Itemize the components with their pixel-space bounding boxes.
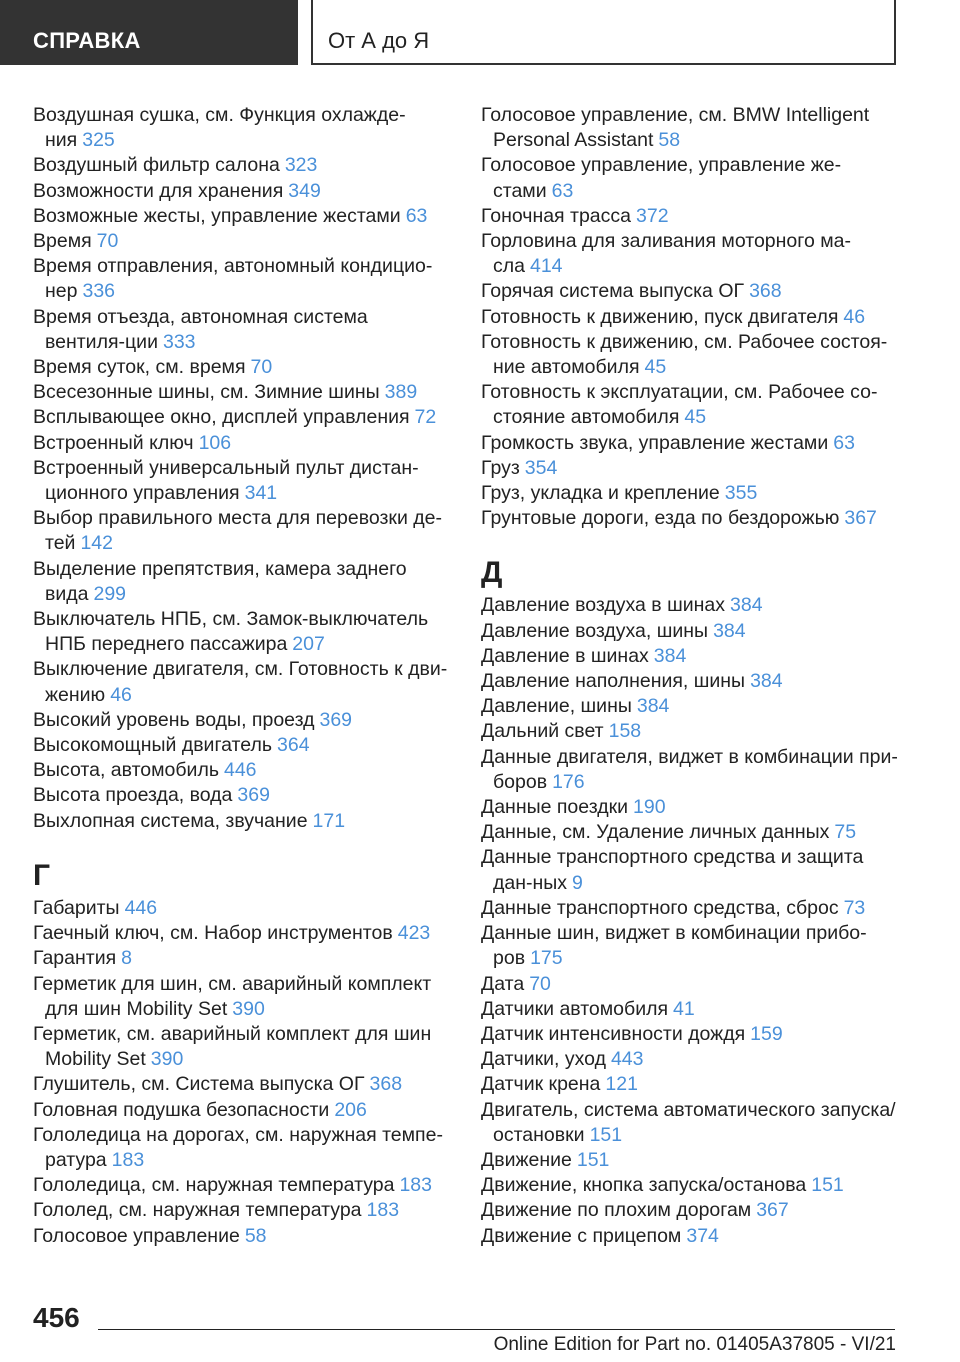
- page-link[interactable]: 58: [244, 1224, 267, 1247]
- index-entry-term: Горловина для заливания моторного ма-сла: [481, 230, 851, 278]
- index-entry-term: Герметик, см. аварийный комплект для шин Mobility Set: [33, 1022, 432, 1071]
- index-entry: [481, 669, 901, 694]
- page-link[interactable]: 299: [93, 582, 127, 605]
- page-link[interactable]: 414: [529, 255, 563, 278]
- index-entry: [481, 431, 901, 456]
- index-entry-term: Воздушный фильтр салона: [33, 154, 280, 177]
- index-entry-term: Выключатель НПБ, см. Замок-выключатель НПБ переднего пассажира: [33, 608, 429, 656]
- index-entry: [481, 1173, 901, 1198]
- index-entry: [481, 820, 901, 845]
- index-entry: [481, 593, 901, 618]
- page-link[interactable]: 142: [80, 532, 113, 555]
- index-entry-term: Голосовое управление: [33, 1224, 240, 1247]
- page-link[interactable]: 63: [833, 431, 855, 454]
- index-entry-term: Датчик крена: [481, 1073, 601, 1096]
- index-entry-term: Гарантия: [33, 947, 117, 970]
- index-entry-term: Готовность к движению, см. Рабочее состоя-ние автомобиля: [481, 330, 888, 379]
- index-entry-term: Данные, см. Удаление личных данных: [481, 821, 830, 844]
- index-entry: [33, 506, 453, 556]
- page-link[interactable]: 446: [124, 896, 158, 919]
- index-entry-term: Герметик для шин, см. аварийный комплект для шин Mobility Set: [33, 972, 432, 1020]
- index-entry: [481, 506, 901, 531]
- index-entry: [33, 1098, 453, 1123]
- index-entry: [33, 708, 453, 733]
- index-entry-term: Время суток, см. время: [33, 356, 246, 379]
- page-link[interactable]: 72: [414, 406, 437, 429]
- index-entry-term: Всесезонные шины, см. Зимние шины: [33, 381, 380, 404]
- index-entry: [33, 946, 453, 971]
- page-link[interactable]: 175: [530, 947, 563, 970]
- page-link[interactable]: 354: [524, 456, 558, 479]
- edition-info: Online Edition for Part no. 01405A37805 - VI/21: [493, 1334, 896, 1355]
- index-entry: [481, 204, 901, 229]
- page-link[interactable]: 443: [610, 1048, 644, 1071]
- page-link[interactable]: 333: [162, 330, 196, 353]
- index-entry-term: Движение, кнопка запуска/останова: [481, 1174, 807, 1197]
- index-entry: [481, 456, 901, 481]
- page-link[interactable]: 45: [684, 406, 707, 429]
- page-link[interactable]: 8: [121, 947, 133, 970]
- index-entry: [33, 921, 453, 946]
- page-link[interactable]: 70: [96, 230, 119, 253]
- index-entry-term: Голосовое управление, управление же-стами: [481, 154, 842, 202]
- page-link[interactable]: 63: [551, 179, 574, 202]
- page-link[interactable]: 384: [636, 695, 670, 718]
- page-link[interactable]: 151: [576, 1148, 610, 1171]
- index-entry: [481, 644, 901, 669]
- index-entry: [33, 1224, 453, 1249]
- page-link[interactable]: 423: [397, 922, 431, 945]
- index-entry-term: Головная подушка безопасности: [33, 1098, 330, 1121]
- subsection-tab: [311, 0, 896, 65]
- index-letter-heading: Г: [33, 858, 51, 892]
- page-link[interactable]: 368: [749, 280, 782, 303]
- index-entry: [481, 229, 901, 279]
- index-entry-term: Время: [33, 230, 92, 253]
- subsection-title: От А до Я: [328, 28, 430, 53]
- index-entry-term: Давление наполнения, шины: [481, 670, 746, 693]
- index-entry-term: Время отправления, автономный кондицио-нер: [33, 255, 433, 303]
- page-link[interactable]: 390: [232, 997, 265, 1020]
- index-entry-term: Давление воздуха в шинах: [481, 594, 725, 617]
- page-link[interactable]: 158: [608, 720, 642, 743]
- section-title: СПРАВКА: [33, 28, 141, 53]
- index-entry-term: Гололедица на дорогах, см. наружная темпе-ратура: [33, 1123, 443, 1171]
- page-link[interactable]: 367: [844, 507, 877, 530]
- index-entry: [481, 1072, 901, 1097]
- index-entry-term: Всплывающее окно, дисплей управления: [33, 406, 410, 429]
- page-link[interactable]: 374: [686, 1224, 719, 1247]
- index-entry: [33, 809, 453, 834]
- index-entry-term: Давление в шинах: [481, 644, 649, 667]
- page-link[interactable]: 369: [237, 784, 270, 807]
- page-link[interactable]: 364: [277, 734, 310, 757]
- index-entry: [33, 783, 453, 808]
- page-link[interactable]: 190: [633, 796, 666, 819]
- index-entry-term: Гаечный ключ, см. Набор инструментов: [33, 922, 393, 945]
- index-entry-term: Гололедица, см. наружная температура: [33, 1174, 395, 1197]
- index-entry: [33, 1022, 453, 1072]
- index-entry-term: Воздушная сушка, см. Функция охлажде-ния: [33, 104, 406, 152]
- index-entry: [481, 380, 901, 430]
- index-entry-term: Давление, шины: [481, 695, 632, 718]
- index-entry-term: Движение: [481, 1148, 572, 1171]
- page-link[interactable]: 389: [384, 381, 418, 404]
- page-link[interactable]: 183: [399, 1174, 432, 1197]
- index-entry-term: Груз: [481, 456, 520, 479]
- section-tab: [0, 0, 298, 65]
- index-entry: [481, 896, 901, 921]
- page-link[interactable]: 349: [288, 179, 321, 202]
- index-entry: [33, 896, 453, 921]
- index-entry: [33, 355, 453, 380]
- page-link[interactable]: 176: [552, 770, 585, 793]
- index-entry: [33, 305, 453, 355]
- index-entry: [33, 179, 453, 204]
- page-link[interactable]: 75: [834, 821, 857, 844]
- index-entry: [481, 330, 901, 380]
- index-entry-term: Датчик интенсивности дождя: [481, 1022, 746, 1045]
- page-link[interactable]: 70: [529, 972, 551, 995]
- index-entry-term: Высота проезда, вода: [33, 784, 233, 807]
- page-link[interactable]: 151: [589, 1123, 623, 1146]
- index-entry-term: Выбор правильного места для перевозки де-тей: [33, 507, 442, 555]
- index-entry: [33, 456, 453, 506]
- page-link[interactable]: 207: [292, 633, 325, 656]
- index-entry: [481, 997, 901, 1022]
- page-link[interactable]: 206: [334, 1098, 367, 1121]
- index-entry: [33, 431, 453, 456]
- index-entry: [481, 745, 901, 795]
- index-entry: [33, 380, 453, 405]
- index-entry-term: Время отъезда, автономная система вентиля-ции: [33, 305, 368, 353]
- index-entry: [33, 204, 453, 229]
- index-entry: [481, 921, 901, 971]
- index-entry: [33, 972, 453, 1022]
- index-entry-term: Возможные жесты, управление жестами: [33, 204, 401, 227]
- index-entry: [481, 1047, 901, 1072]
- index-entry: [33, 103, 453, 153]
- index-entry: [33, 607, 453, 657]
- index-entry-term: Глушитель, см. Система выпуска ОГ: [33, 1073, 365, 1096]
- index-entry: [33, 733, 453, 758]
- page-link[interactable]: 73: [843, 896, 866, 919]
- index-entry-term: Дальний свет: [481, 720, 604, 743]
- page-number: 456: [33, 1302, 80, 1333]
- index-entry-term: Габариты: [33, 896, 120, 919]
- page-link[interactable]: 9: [572, 871, 583, 894]
- index-entry-term: Дата: [481, 972, 525, 995]
- index-entry-term: Данные транспортного средства, сброс: [481, 896, 839, 919]
- page-link[interactable]: 63: [405, 204, 428, 227]
- page-link[interactable]: 58: [658, 129, 681, 152]
- index-entry-term: Данные шин, виджет в комбинации прибо-ров: [481, 922, 867, 970]
- index-entry: [33, 1123, 453, 1173]
- index-entry-term: Груз, укладка и крепление: [481, 482, 720, 505]
- index-entry: [33, 557, 453, 607]
- page-link[interactable]: 325: [82, 129, 115, 152]
- index-entry-term: Готовность к движению, пуск двигателя: [481, 305, 839, 328]
- index-entry: [481, 1098, 901, 1148]
- page-link[interactable]: 384: [653, 644, 687, 667]
- index-entry-term: Давление воздуха, шины: [481, 619, 709, 642]
- page-link[interactable]: 372: [636, 204, 669, 227]
- index-entry-term: Горячая система выпуска ОГ: [481, 280, 745, 303]
- index-entry-term: Движение с прицепом: [481, 1224, 682, 1247]
- page-link[interactable]: 106: [198, 431, 232, 454]
- page-link[interactable]: 323: [284, 154, 318, 177]
- page-link[interactable]: 446: [223, 759, 257, 782]
- index-entry: [481, 279, 901, 304]
- page-link[interactable]: 390: [150, 1048, 184, 1071]
- index-entry: [481, 1198, 901, 1223]
- index-entry-term: Высокомощный двигатель: [33, 734, 272, 757]
- index-column-left: [33, 103, 453, 1249]
- footer-divider: [98, 1329, 895, 1330]
- index-entry: [33, 1173, 453, 1198]
- index-entry: [481, 305, 901, 330]
- page-link[interactable]: 46: [110, 683, 132, 706]
- index-entry: [481, 972, 901, 997]
- page-link[interactable]: 341: [244, 482, 278, 505]
- index-entry-term: Грунтовые дороги, езда по бездорожью: [481, 507, 840, 530]
- index-entry-term: Встроенный ключ: [33, 431, 194, 454]
- page-link[interactable]: 183: [111, 1148, 145, 1171]
- page-link[interactable]: 171: [312, 809, 346, 832]
- index-entry: [33, 153, 453, 178]
- page-link[interactable]: 183: [366, 1199, 400, 1222]
- index-column-right: [481, 103, 901, 1249]
- index-entry: [481, 103, 901, 153]
- index-entry: [33, 1198, 453, 1223]
- index-entry-term: Голосовое управление, см. BMW Intelligent Personal Assistant: [481, 104, 870, 152]
- index-entry-term: Громкость звука, управление жестами: [481, 431, 829, 454]
- index-entry: [481, 694, 901, 719]
- index-entry: [481, 795, 901, 820]
- page-link[interactable]: 41: [673, 997, 695, 1020]
- page-link[interactable]: 367: [756, 1199, 789, 1222]
- page-link[interactable]: 369: [319, 708, 353, 731]
- index-entry-term: Встроенный универсальный пульт дистан-ционного управления: [33, 456, 419, 505]
- index-entry-term: Выхлопная система, звучание: [33, 809, 308, 832]
- index-entry-term: Высокий уровень воды, проезд: [33, 708, 315, 731]
- page-link[interactable]: 355: [724, 482, 758, 505]
- page-link[interactable]: 151: [811, 1174, 844, 1197]
- index-entry-term: Данные двигателя, виджет в комбинации при-боров: [481, 745, 898, 793]
- index-entry: [481, 1224, 901, 1249]
- index-entry: [33, 405, 453, 430]
- index-entry-term: Датчики, уход: [481, 1048, 606, 1071]
- page-link[interactable]: 368: [369, 1073, 403, 1096]
- index-entry-term: Датчики автомобиля: [481, 997, 669, 1020]
- index-entry: [33, 657, 453, 707]
- index-entry-term: Готовность к эксплуатации, см. Рабочее со-стояние автомобиля: [481, 381, 878, 429]
- index-entry-term: Двигатель, система автоматического запуска/остановки: [481, 1098, 896, 1146]
- index-entry: [481, 153, 901, 203]
- page-link[interactable]: 121: [605, 1073, 638, 1096]
- index-entry: [481, 481, 901, 506]
- page-link[interactable]: 336: [82, 280, 116, 303]
- index-entry-term: Возможности для хранения: [33, 179, 284, 202]
- index-entry-term: Данные поездки: [481, 796, 629, 819]
- page-link[interactable]: 384: [730, 594, 763, 617]
- index-entry-term: Выключение двигателя, см. Готовность к дви-жению: [33, 658, 448, 706]
- page-link[interactable]: 70: [250, 356, 273, 379]
- index-entry-term: Высота, автомобиль: [33, 759, 219, 782]
- index-entry-term: Выделение препятствия, камера заднего вида: [33, 557, 407, 605]
- page-link[interactable]: 384: [750, 670, 783, 693]
- index-entry-term: Гололед, см. наружная температура: [33, 1199, 362, 1222]
- index-entry: [33, 1072, 453, 1097]
- index-entry: [481, 719, 901, 744]
- index-entry-term: Данные транспортного средства и защита дан-ных: [481, 846, 864, 894]
- index-letter-heading: Д: [481, 556, 503, 590]
- page-link[interactable]: 159: [750, 1022, 783, 1045]
- index-entry: [33, 254, 453, 304]
- index-entry: [33, 229, 453, 254]
- index-entry: [481, 619, 901, 644]
- index-entry-term: Движение по плохим дорогам: [481, 1199, 752, 1222]
- page-link[interactable]: 45: [644, 356, 667, 379]
- page-link[interactable]: 46: [843, 305, 866, 328]
- index-entry: [481, 845, 901, 895]
- index-entry: [481, 1022, 901, 1047]
- page-link[interactable]: 384: [713, 619, 746, 642]
- index-entry: [33, 758, 453, 783]
- index-entry-term: Гоночная трасса: [481, 204, 632, 227]
- index-entry: [481, 1148, 901, 1173]
